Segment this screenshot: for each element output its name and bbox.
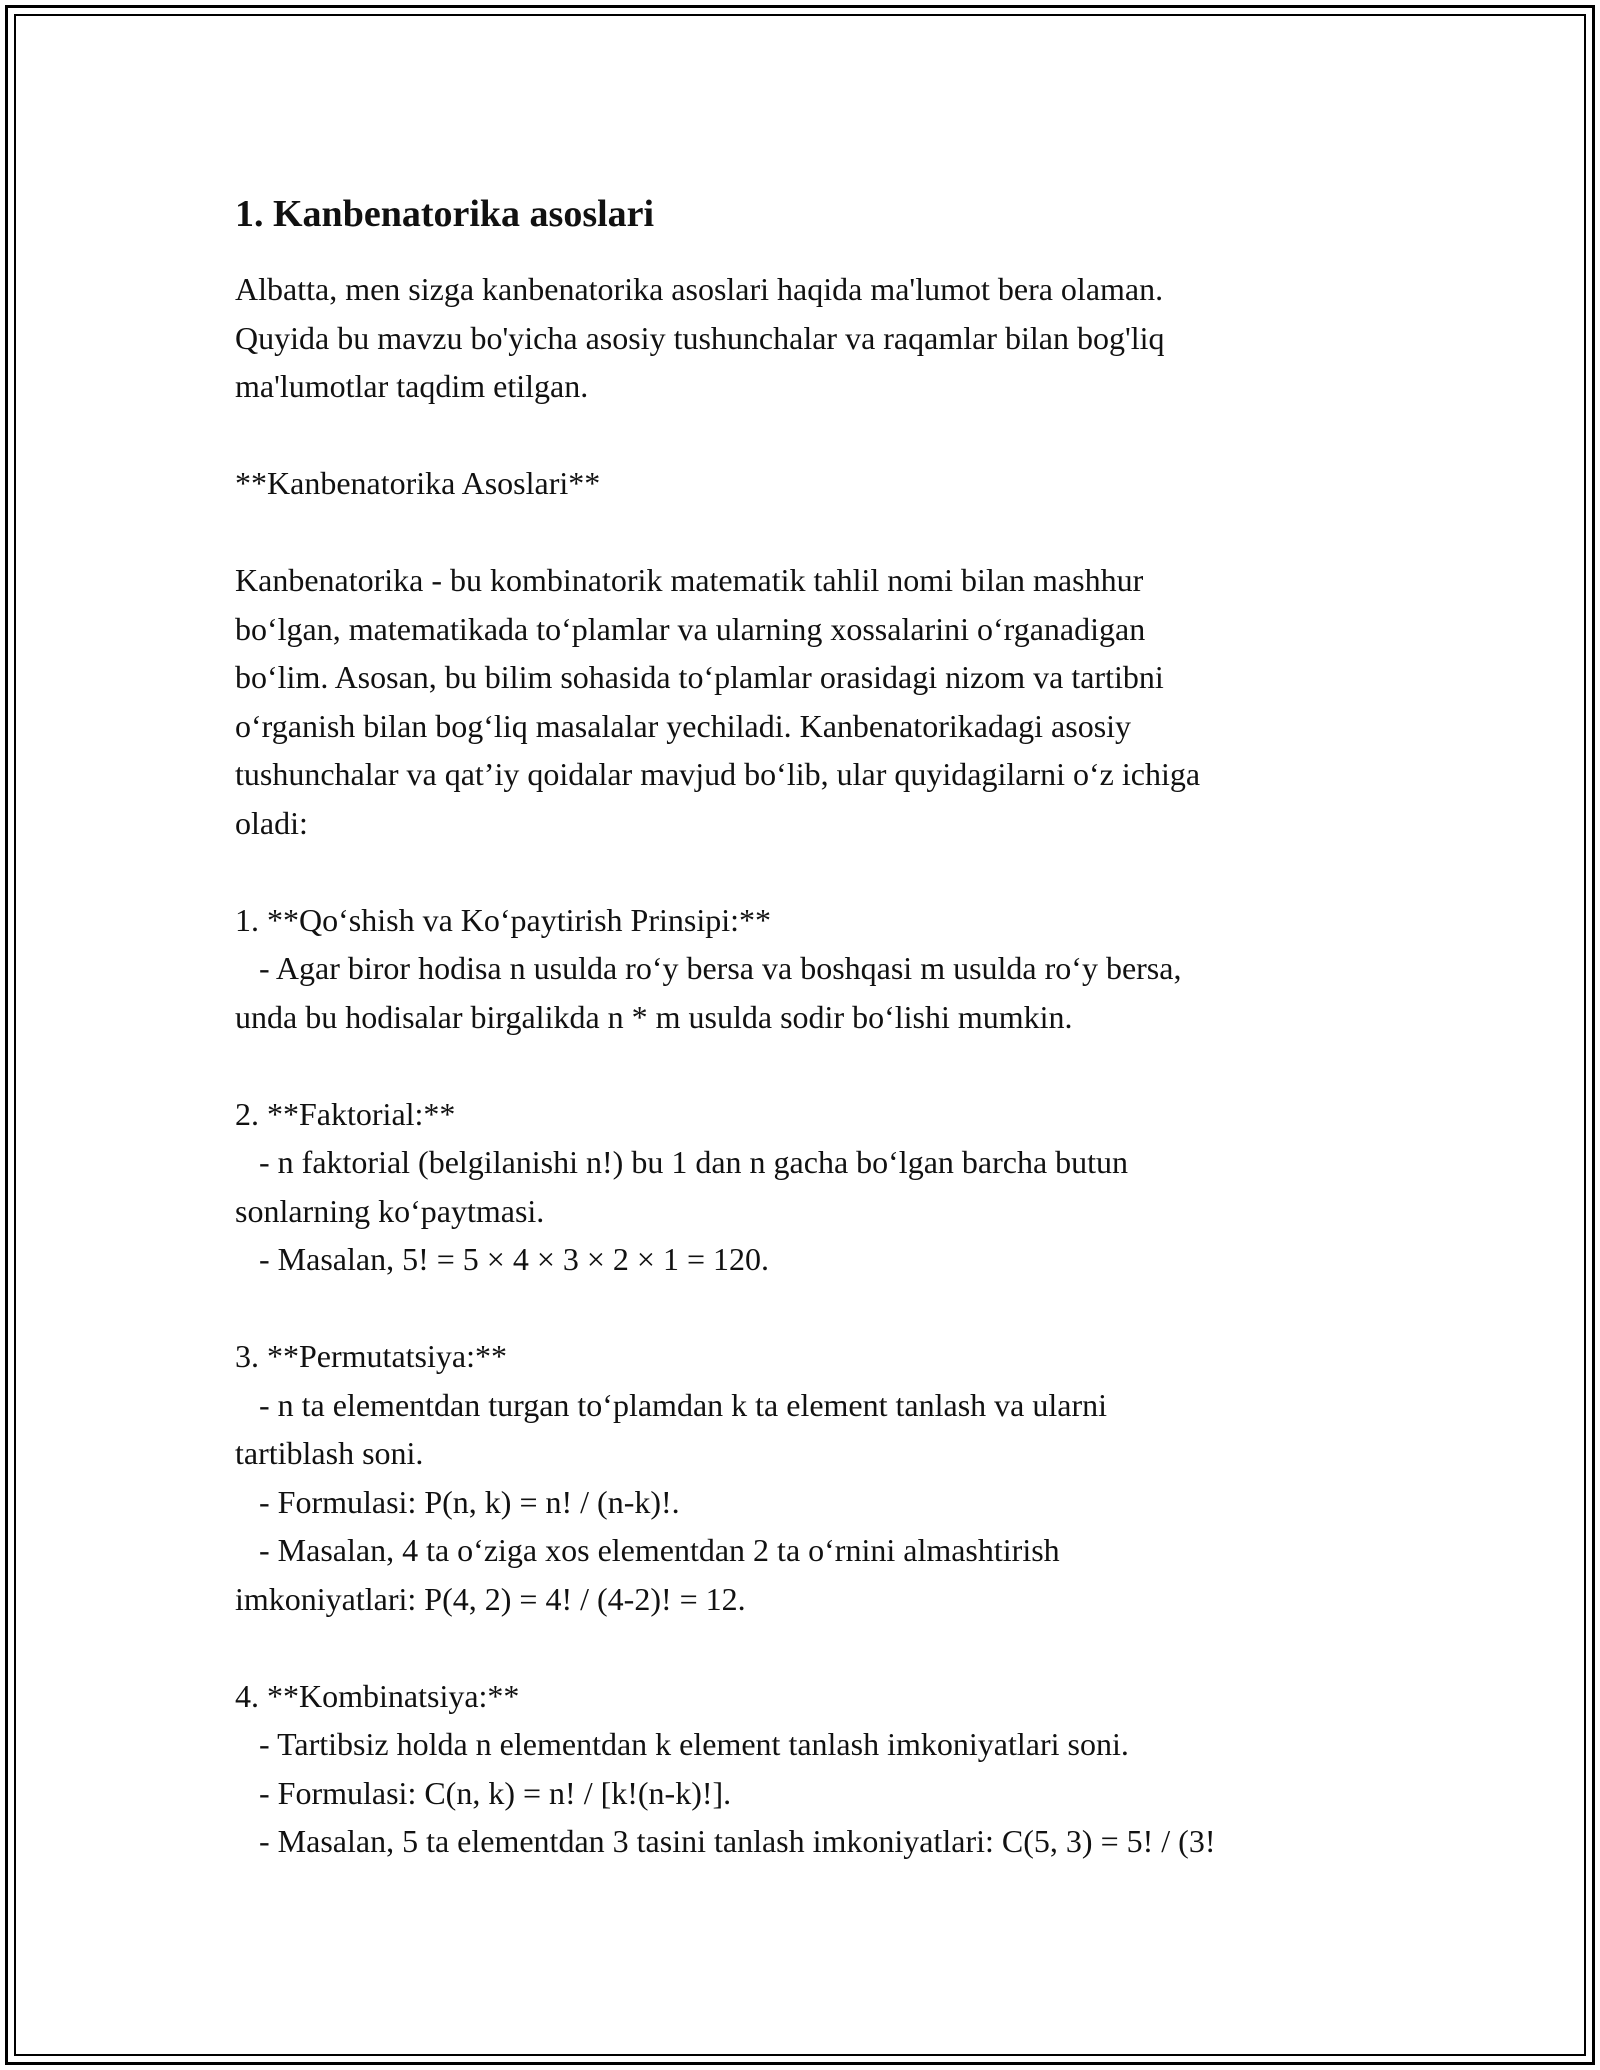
paragraph: 3. **Permutatsiya:** - n ta elementdan turgan to‘plamdan k ta element tanlash va ularni tartiblash soni. - Formulasi: P(n, k) = n! / (n-k)!. - Masalan, 4 ta o‘ziga xos elementdan 2 ta o‘rnini almashtirish imkoniyatlari: P(4, 2) = 4! / (4-2)! = 12. [235,1338,1107,1617]
blank-line [235,1041,1375,1090]
blank-line [235,411,1375,460]
paragraph: Albatta, men sizga kanbenatorika asoslari haqida ma'lumot bera olaman. Quyida bu mavzu bo'yicha asosiy tushunchalar va raqamlar bilan bog'liq ma'lumotlar taqdim etilgan. [235,271,1165,404]
blank-line [235,1284,1375,1333]
blank-line [235,847,1375,896]
blank-line [235,508,1375,557]
paragraph: **Kanbenatorika Asoslari** [235,465,601,501]
document-blocks [235,265,1375,1866]
paragraph: 4. **Kombinatsiya:** - Tartibsiz holda n elementdan k element tanlash imkoniyatlari soni. - Formulasi: C(n, k) = n! / [k!(n-k)!]. - Masalan, 5 ta elementdan 3 tasini tanlash imkoniyatlari: C(5, 3) = 5! / (3! [235,1677,1216,1859]
paragraph: 2. **Faktorial:** - n faktorial (belgilanishi n!) bu 1 dan n gacha bo‘lgan barcha butun sonlarning ko‘paytmasi. - Masalan, 5! = 5 × 4 × 3 × 2 × 1 = 120. [235,1095,1129,1277]
document-body [235,185,1375,1866]
paragraph: Kanbenatorika - bu kombinatorik matematik tahlil nomi bilan mashhur bo‘lgan, matematikada to‘plamlar va ularning xossalarini o‘rganadigan bo‘lim. Asosan, bu bilim sohasida to‘plamlar orasidagi nizom va tartibni o‘rganish bilan bog‘liq masalalar yechiladi. Kanbenatorikadagi asosiy tushunchalar va qat’iy qoidalar mavjud bo‘lib, ular quyidagilarni o‘z ichiga oladi: [235,562,1201,841]
paragraph: 1. **Qo‘shish va Ko‘paytirish Prinsipi:** - Agar biror hodisa n usulda ro‘y bersa va boshqasi m usulda ro‘y bersa, unda bu hodisalar birgalikda n * m usulda sodir bo‘lishi mumkin. [235,901,1182,1035]
document-heading: 1. Kanbenatorika asoslari [235,193,655,235]
blank-line [235,1623,1375,1672]
